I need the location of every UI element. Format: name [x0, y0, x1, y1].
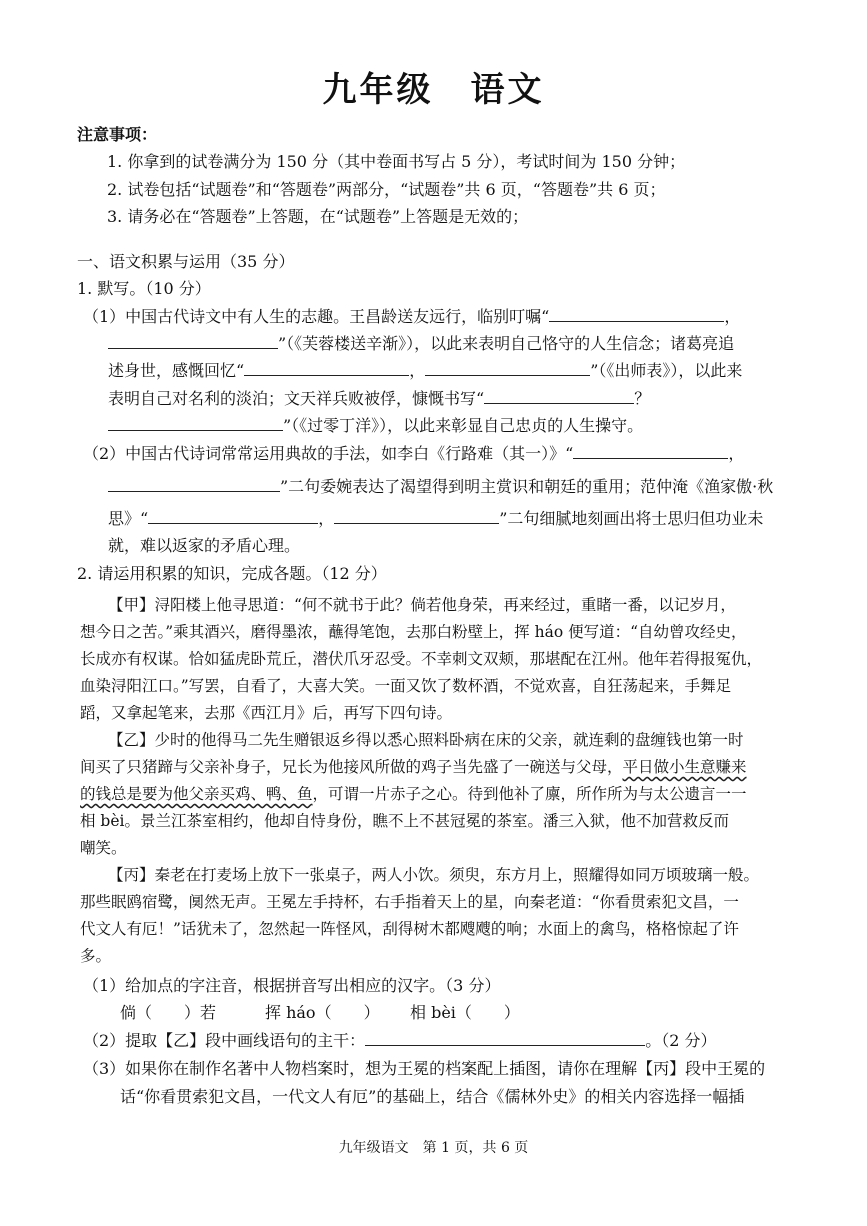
- passage-jia-line: 想今日之苦。”乘其酒兴，磨得墨浓，蘸得笔饱，去那白粉壁上，挥 háo 便写道：“自幼曾攻经史，: [80, 623, 747, 641]
- notice-item: 3. 请务必在“答题卷”上答题，在“试题卷”上答题是无效的；: [107, 207, 529, 226]
- answer-blank[interactable]: [334, 509, 499, 524]
- answer-blank[interactable]: [484, 389, 634, 404]
- q1-1-line: 述身世，感慨回忆“ ， ”（《出师表》），以此来: [108, 361, 743, 380]
- page-title: 九年级 语文: [322, 70, 545, 110]
- q1-1-line: ”（《过零丁洋》），以此来彰显自己忠贞的人生操守。: [108, 416, 643, 436]
- sub-question-2: （2）提取【乙】段中画线语句的主干： 。（2 分）: [83, 1031, 717, 1050]
- passage-yi-line: 【乙】少时的他得马二先生赠银返乡得以悉心照料卧病在床的父亲，就连剩的盘缠钱也第一时: [108, 731, 744, 749]
- answer-blank[interactable]: [108, 416, 283, 431]
- answer-blank[interactable]: [425, 361, 590, 376]
- passage-yi-line: 间买了只猪蹄与父亲补身子，兄长为他接风所做的鸡子当先盛了一碗送与父母，平日做小生意赚来: [80, 758, 747, 776]
- passage-jia-line: 蹈，又拿起笔来，去那《西江月》后，再写下四句诗。: [80, 704, 453, 722]
- pinyin-item[interactable]: 相 bèi（ ）: [410, 1003, 520, 1022]
- passage-bing-line: 多。: [80, 947, 112, 965]
- underlined-sentence: 平日做小生意赚来: [622, 758, 747, 776]
- passage-yi-line: 相 bèi。景兰江茶室相约，他却自恃身份，瞧不上不甚冠冕的茶室。潘三入狱，他不加营救反而: [80, 812, 729, 830]
- notice-heading: 注意事项：: [77, 125, 158, 144]
- passage-jia-line: 【甲】浔阳楼上他寻思道：“何不就书于此？倘若他身荣，再来经过，重睹一番，以记岁月，: [108, 596, 736, 614]
- passage-jia-line: 血染浔阳江口。”写罢，自看了，大喜大笑。一面又饮了数杯酒，不觉欢喜，自狂荡起来，手舞足: [80, 677, 732, 695]
- question-heading: 2. 请运用积累的知识，完成各题。（12 分）: [77, 564, 387, 583]
- passage-bing-line: 【丙】秦老在打麦场上放下一张桌子，两人小饮。须臾，东方月上，照耀得如同万顷玻璃一般。: [108, 866, 760, 884]
- answer-blank[interactable]: [573, 444, 728, 459]
- answer-blank[interactable]: [108, 477, 280, 492]
- page-footer: 九年级语文 第 1 页，共 6 页: [338, 1140, 529, 1156]
- sub-question-3: 话“你看贯索犯文昌，一代文人有厄”的基础上，结合《儒林外史》的相关内容选择一幅插: [120, 1087, 745, 1106]
- passage-bing-line: 代文人有厄！”话犹未了，忽然起一阵怪风，刮得树木都飕飕的响；水面上的禽鸟，格格惊起了许: [80, 920, 739, 938]
- answer-blank[interactable]: [549, 307, 724, 322]
- q1-2-line: 就，难以返家的矛盾心理。: [108, 536, 301, 555]
- underlined-sentence: 的钱总是要为他父亲买鸡、鸭、鱼: [80, 785, 313, 803]
- q1-1-line: （1）中国古代诗文中有人生的志趣。王昌龄送友远行，临别叮嘱“ ，: [83, 307, 741, 326]
- passage-jia-line: 长成亦有权谋。恰如猛虎卧荒丘，潜伏爪牙忍受。不幸刺文双颊，那堪配在江州。他年若得报冤仇，: [80, 650, 763, 668]
- answer-blank[interactable]: [148, 509, 318, 524]
- pinyin-item[interactable]: 倘（ ）若: [120, 1003, 217, 1022]
- q1-2-line: ”二句委婉表达了渴望得到明主赏识和朝廷的重用；范仲淹《渔家傲·秋: [108, 477, 773, 497]
- section-heading: 一、语文积累与运用（35 分）: [77, 252, 295, 271]
- question-heading: 1. 默写。（10 分）: [77, 279, 211, 298]
- passage-yi-line: 的钱总是要为他父亲买鸡、鸭、鱼，可谓一片赤子之心。待到他补了廪，所作所为与太公遗言一一: [80, 785, 747, 803]
- answer-blank[interactable]: [365, 1031, 645, 1046]
- sub-question-3: （3）如果你在制作名著中人物档案时，想为王冕的档案配上插图，请你在理解【丙】段中王冕的: [83, 1059, 766, 1078]
- answer-blank[interactable]: [244, 361, 409, 376]
- q1-2-line: （2）中国古代诗词常常运用典故的手法，如李白《行路难（其一）》“ ，: [83, 444, 745, 463]
- q1-1-line: 表明自己对名利的淡泊；文天祥兵败被俘，慷慨书写“ ？: [108, 389, 651, 408]
- answer-blank[interactable]: [108, 334, 278, 349]
- notice-item: 2. 试卷包括“试题卷”和“答题卷”两部分，“试题卷”共 6 页，“答题卷”共 6 页；: [107, 180, 666, 199]
- passage-yi-line: 嘲笑。: [80, 839, 127, 857]
- q1-1-line: ”（《芙蓉楼送辛渐》），以此来表明自己恪守的人生信念；诸葛亮追: [108, 334, 734, 354]
- passage-bing-line: 那些眠鸥宿鹭，阒然无声。王冕左手持杯，右手指着天上的星，向秦老道：“你看贯索犯文昌，一: [80, 893, 739, 911]
- q1-2-line: 思》“ ， ”二句细腻地刻画出将士思归但功业未: [108, 509, 764, 528]
- sub-question-1: （1）给加点的字注音，根据拼音写出相应的汉字。（3 分）: [83, 976, 501, 995]
- notice-item: 1. 你拿到的试卷满分为 150 分（其中卷面书写占 5 分），考试时间为 150 分钟；: [107, 152, 686, 171]
- pinyin-item[interactable]: 挥 háo（ ）: [265, 1003, 380, 1022]
